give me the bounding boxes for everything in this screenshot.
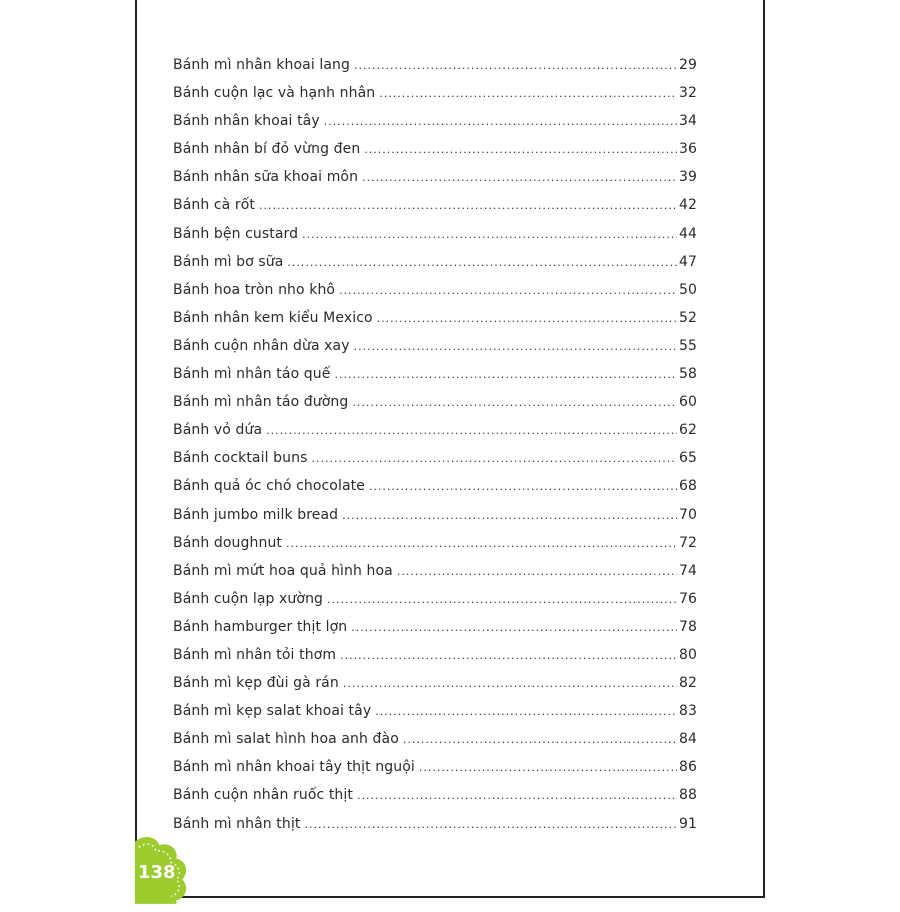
toc-entry-page: 65 [678, 450, 697, 467]
toc-dot-leader [362, 171, 677, 184]
toc-entry [173, 619, 697, 647]
toc-entry [173, 113, 697, 141]
toc-entry-page: 82 [678, 675, 697, 692]
toc-entry-page: 44 [678, 225, 697, 242]
toc-dot-leader [369, 480, 677, 493]
toc-entry-title: Bánh mì nhân táo quế [173, 366, 331, 383]
toc-dot-leader [351, 621, 677, 634]
toc-entry-title: Bánh hamburger thịt lợn [173, 618, 348, 635]
toc-dot-leader [311, 452, 677, 465]
toc-entry-page: 74 [678, 562, 697, 579]
toc-entry-title: Bánh jumbo milk bread [173, 506, 339, 523]
toc-entry-page: 72 [678, 534, 697, 551]
toc-dot-leader [352, 396, 677, 409]
toc-dot-leader [377, 312, 677, 325]
toc-entry-page: 39 [678, 169, 697, 186]
toc-dot-leader [327, 593, 677, 606]
toc-dot-leader [287, 256, 677, 269]
toc-entry-title: Bánh mì nhân tỏi thơm [173, 646, 337, 663]
toc-dot-leader [419, 761, 677, 774]
toc-dot-leader [364, 143, 677, 156]
toc-dot-leader [339, 284, 677, 297]
toc-entry-page: 83 [678, 703, 697, 720]
toc-entry-page: 55 [678, 337, 697, 354]
toc-entry [173, 787, 697, 815]
toc-dot-leader [340, 649, 677, 662]
toc-entry-page: 84 [678, 731, 697, 748]
toc-entry [173, 366, 697, 394]
toc-entry-title: Bánh mì bơ sữa [173, 253, 284, 270]
toc-entry-title: Bánh cà rốt [173, 197, 256, 214]
toc-dot-leader [397, 565, 677, 578]
toc-entry-page: 52 [678, 309, 697, 326]
toc-entry-title: Bánh mì nhân khoai lang [173, 57, 350, 73]
toc-entry-title: Bánh hoa tròn nho khô [173, 281, 336, 298]
toc-entry-page: 78 [678, 618, 697, 635]
toc-entry [173, 507, 697, 535]
toc-entry-page: 36 [678, 141, 697, 158]
toc-entry [173, 759, 697, 787]
toc-entry-title: Bánh nhân bí đỏ vừng đen [173, 141, 361, 158]
toc-entry [173, 282, 697, 310]
toc-entry-title: Bánh cuộn nhân ruốc thịt [173, 787, 353, 804]
toc-dot-leader [324, 115, 677, 128]
toc-entry-page: 58 [678, 366, 697, 383]
toc-dot-leader [302, 228, 677, 241]
toc-entry [173, 450, 697, 478]
toc-entry [173, 57, 697, 85]
toc-dot-leader [403, 733, 677, 746]
toc-entry [173, 647, 697, 675]
toc-entry-page: 47 [678, 253, 697, 270]
toc-entry [173, 141, 697, 169]
toc-dot-leader [266, 424, 677, 437]
toc-entry [173, 675, 697, 703]
toc-entry [173, 169, 697, 197]
toc-entry-page: 60 [678, 394, 697, 411]
toc-entry [173, 703, 697, 731]
toc-entry [173, 338, 697, 366]
toc-entry [173, 591, 697, 619]
toc-entry-page: 34 [678, 113, 697, 130]
toc-entry-page: 50 [678, 281, 697, 298]
toc-entry-page: 86 [678, 759, 697, 776]
toc-entry-title: Bánh cuộn lạp xường [173, 590, 324, 607]
toc-dot-leader [259, 199, 677, 212]
toc-entry-title: Bánh cocktail buns [173, 450, 308, 467]
toc-entry-page: 70 [678, 506, 697, 523]
page-number: 138 [138, 862, 176, 883]
toc-entry-page: 80 [678, 646, 697, 663]
toc-entry [173, 816, 697, 844]
toc-entry-page: 76 [678, 590, 697, 607]
toc-entry [173, 478, 697, 506]
toc-entry [173, 535, 697, 563]
table-of-contents [173, 57, 697, 844]
toc-entry [173, 226, 697, 254]
toc-entry-page: 91 [678, 815, 697, 832]
toc-dot-leader [354, 59, 677, 72]
toc-entry-title: Bánh mì kẹp salat khoai tây [173, 703, 372, 720]
toc-entry [173, 197, 697, 225]
toc-entry-title: Bánh mì nhân táo đường [173, 394, 349, 411]
toc-entry [173, 394, 697, 422]
toc-entry [173, 563, 697, 591]
toc-entry-title: Bánh mì nhân thịt [173, 815, 301, 832]
toc-dot-leader [304, 818, 677, 831]
toc-entry-title: Bánh nhân khoai tây [173, 113, 320, 130]
toc-entry [173, 254, 697, 282]
toc-dot-leader [343, 677, 677, 690]
toc-entry-title: Bánh nhân kem kiểu Mexico [173, 309, 373, 326]
toc-entry [173, 422, 697, 450]
toc-entry-title: Bánh cuộn nhân dừa xay [173, 337, 350, 354]
toc-entry-page: 42 [678, 197, 697, 214]
toc-entry-title: Bánh mì kẹp đùi gà rán [173, 675, 339, 692]
toc-entry-title: Bánh mì mứt hoa quả hình hoa [173, 562, 393, 579]
toc-dot-leader [334, 368, 677, 381]
toc-entry-title: Bánh mì salat hình hoa anh đào [173, 731, 399, 748]
toc-entry-page: 62 [678, 422, 697, 439]
toc-entry-page: 68 [678, 478, 697, 495]
book-page [135, 0, 765, 898]
toc-entry-title: Bánh doughnut [173, 534, 283, 551]
toc-dot-leader [357, 789, 677, 802]
toc-dot-leader [342, 509, 677, 522]
toc-entry-title: Bánh nhân sữa khoai môn [173, 169, 359, 186]
toc-entry [173, 731, 697, 759]
toc-entry [173, 85, 697, 113]
toc-dot-leader [286, 537, 677, 550]
toc-dot-leader [379, 87, 677, 100]
toc-entry-page: 88 [678, 787, 697, 804]
toc-dot-leader [375, 705, 677, 718]
toc-entry-title: Bánh mì nhân khoai tây thịt nguội [173, 759, 415, 776]
toc-entry-page: 32 [678, 85, 697, 102]
toc-entry [173, 310, 697, 338]
toc-entry-title: Bánh vỏ dứa [173, 422, 263, 439]
toc-entry-page: 29 [678, 57, 697, 73]
toc-entry-title: Bánh bện custard [173, 225, 299, 242]
toc-entry-title: Bánh cuộn lạc và hạnh nhân [173, 85, 376, 102]
toc-dot-leader [354, 340, 677, 353]
toc-entry-title: Bánh quả óc chó chocolate [173, 478, 365, 495]
